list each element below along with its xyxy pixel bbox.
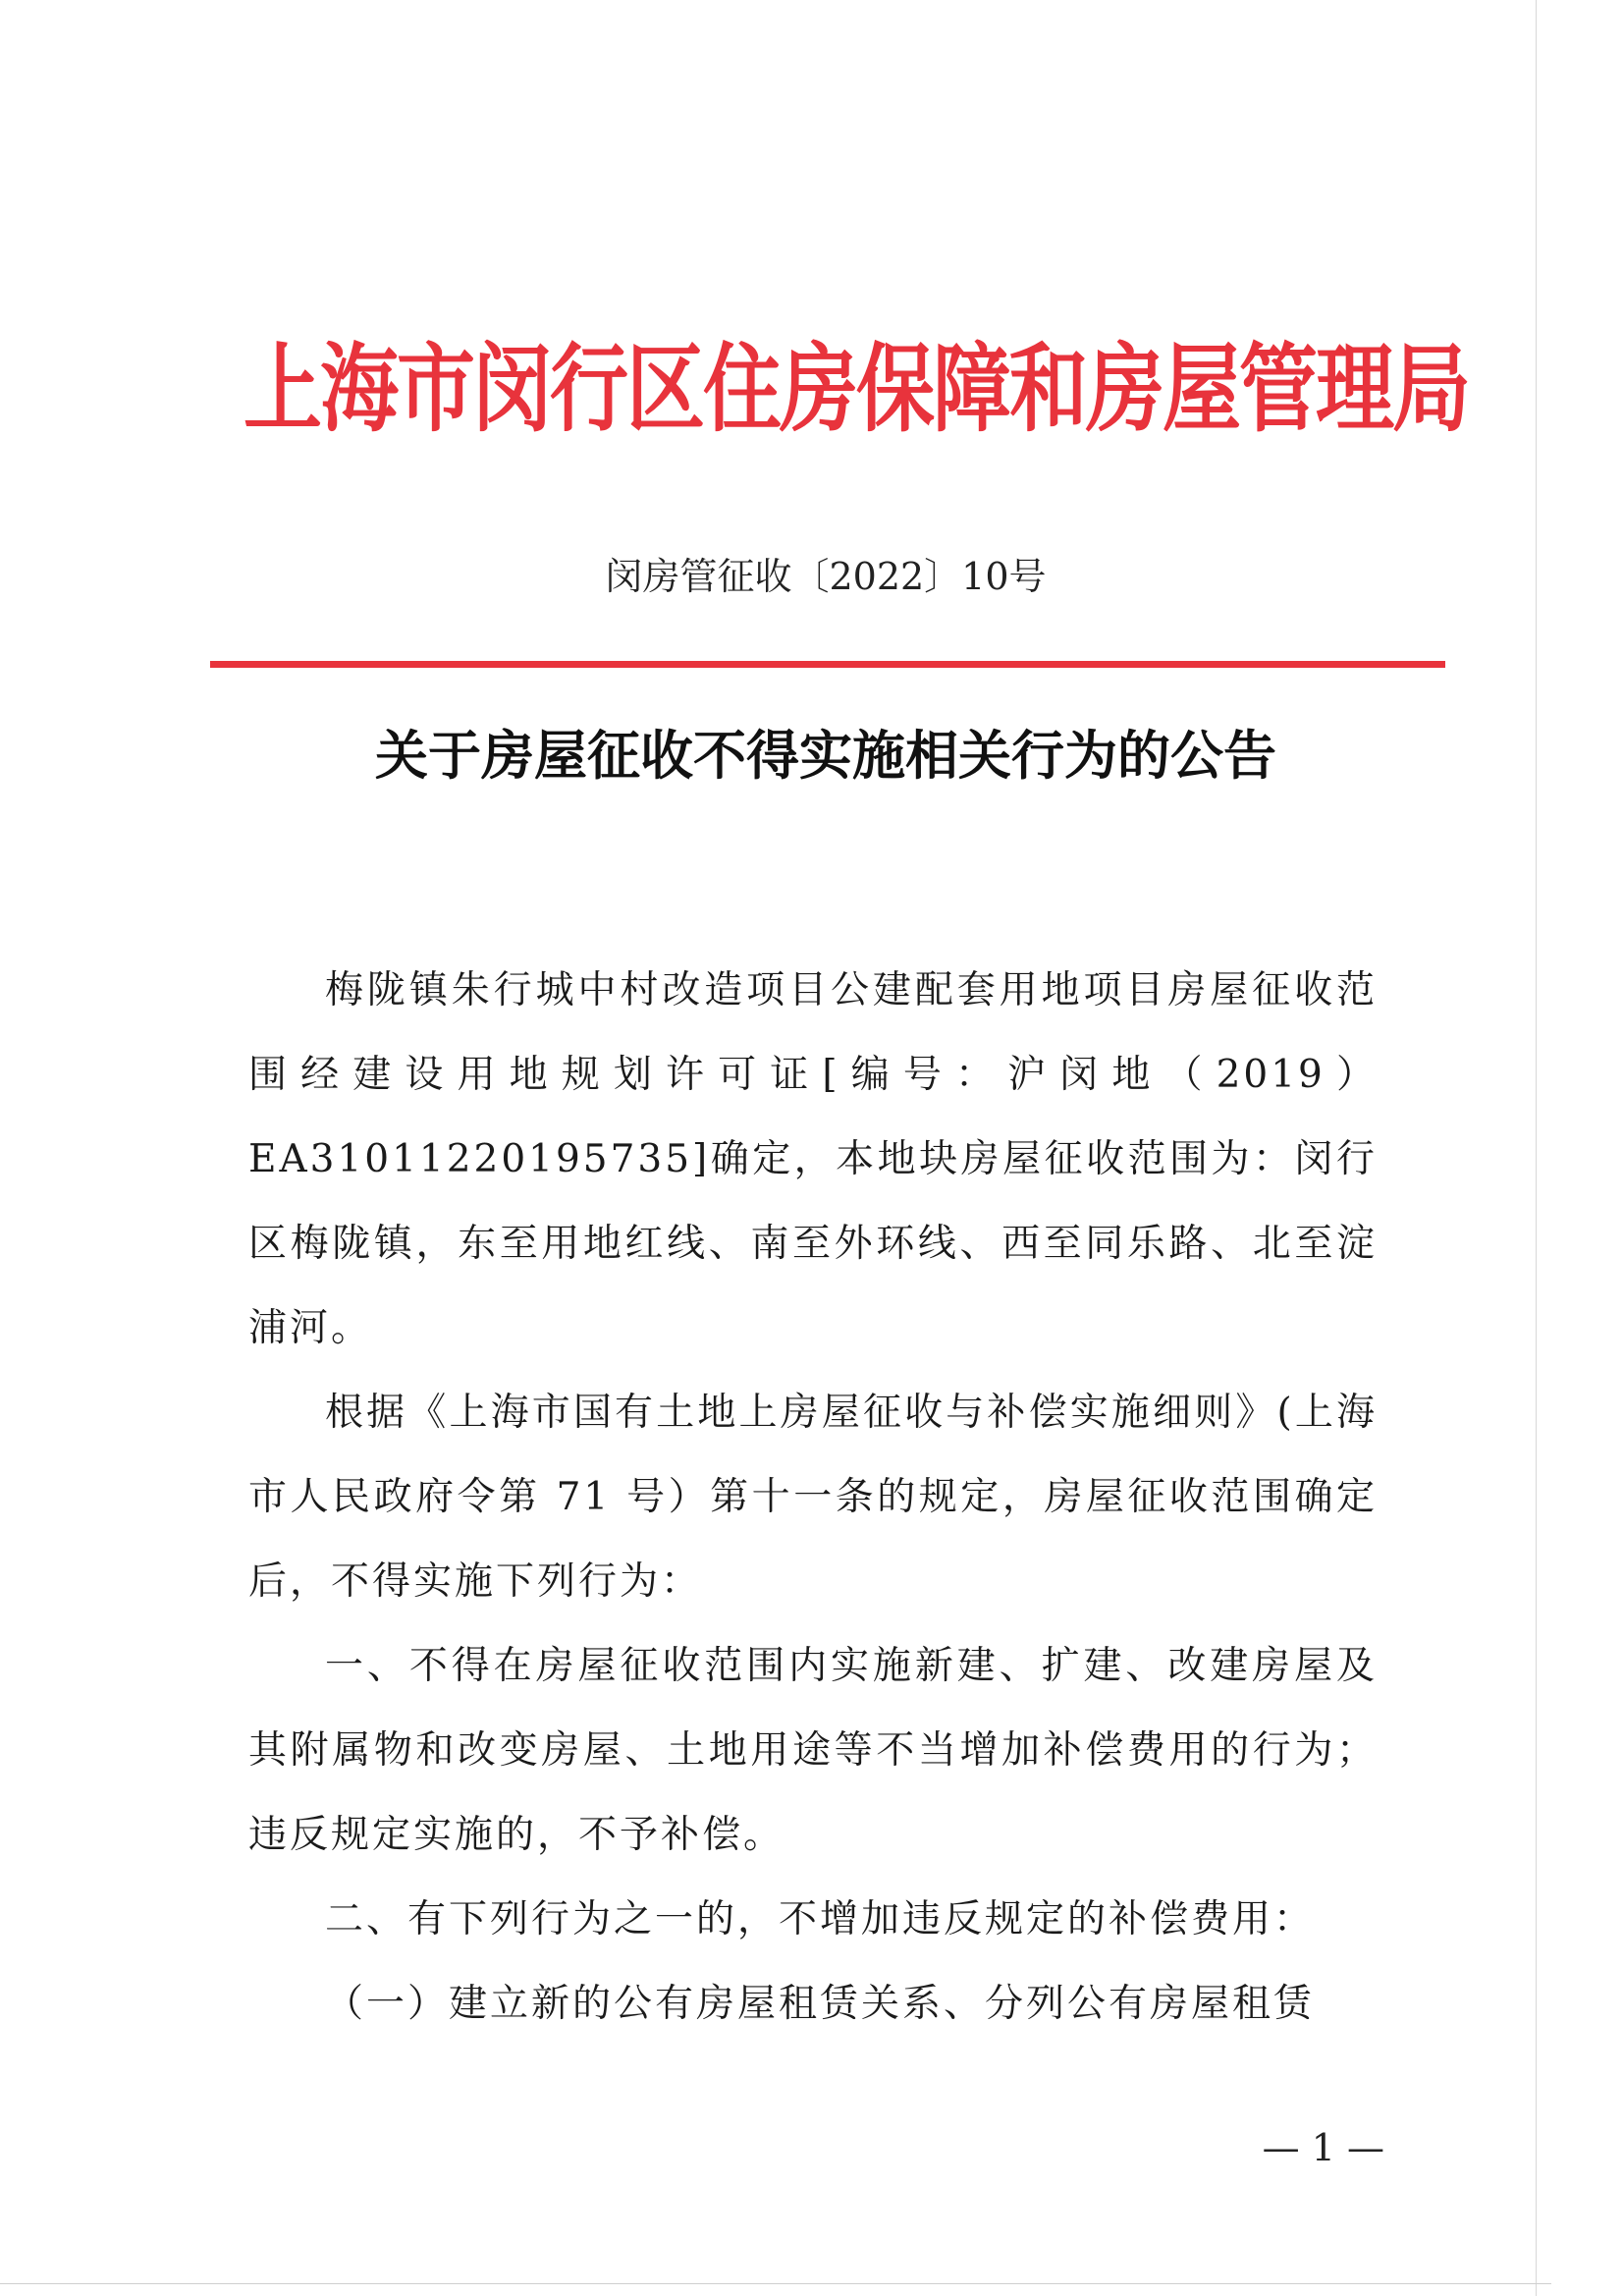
page-number: — 1 — xyxy=(1262,2126,1384,2169)
agency-letterhead: 上海市闵行区住房保障和房屋管理局 xyxy=(243,332,1469,446)
scan-edge-right xyxy=(1536,0,1537,2296)
paragraph-item-one: 一、不得在房屋征收范围内实施新建、扩建、改建房屋及其附属物和改变房屋、土地用途等不当增加补偿费用的行为；违反规定实施的，不予补偿。 xyxy=(248,1644,1378,1857)
paragraph-legal-basis: 根据《上海市国有土地上房屋征收与补偿实施细则》(上海市人民政府令第 71 号）第十一条的规定，房屋征收范围确定后，不得实施下列行为： xyxy=(248,1391,1378,1604)
red-divider-line xyxy=(210,661,1445,668)
document-number: 闵房管征收〔2022〕10号 xyxy=(605,555,1047,598)
notice-title: 关于房屋征收不得实施相关行为的公告 xyxy=(375,724,1276,787)
paragraph-subitem-one: （一）建立新的公有房屋租赁关系、分列公有房屋租赁 xyxy=(325,1982,1316,2026)
paragraph-item-two: 二、有下列行为之一的，不增加违反规定的补偿费用： xyxy=(325,1897,1316,1941)
paragraph-scope: 梅陇镇朱行城中村改造项目公建配套用地项目房屋征收范围经建设用地规划许可证[编号：沪闵地（2019）EA31011220195735]确定，本地块房屋征收范围为：闵行区梅陇镇，东至用地红线、南至外环线、西至同乐路、北至淀浦河。 xyxy=(248,968,1378,1350)
scan-edge-bottom xyxy=(0,2283,1551,2284)
notice-body xyxy=(248,949,1378,2047)
